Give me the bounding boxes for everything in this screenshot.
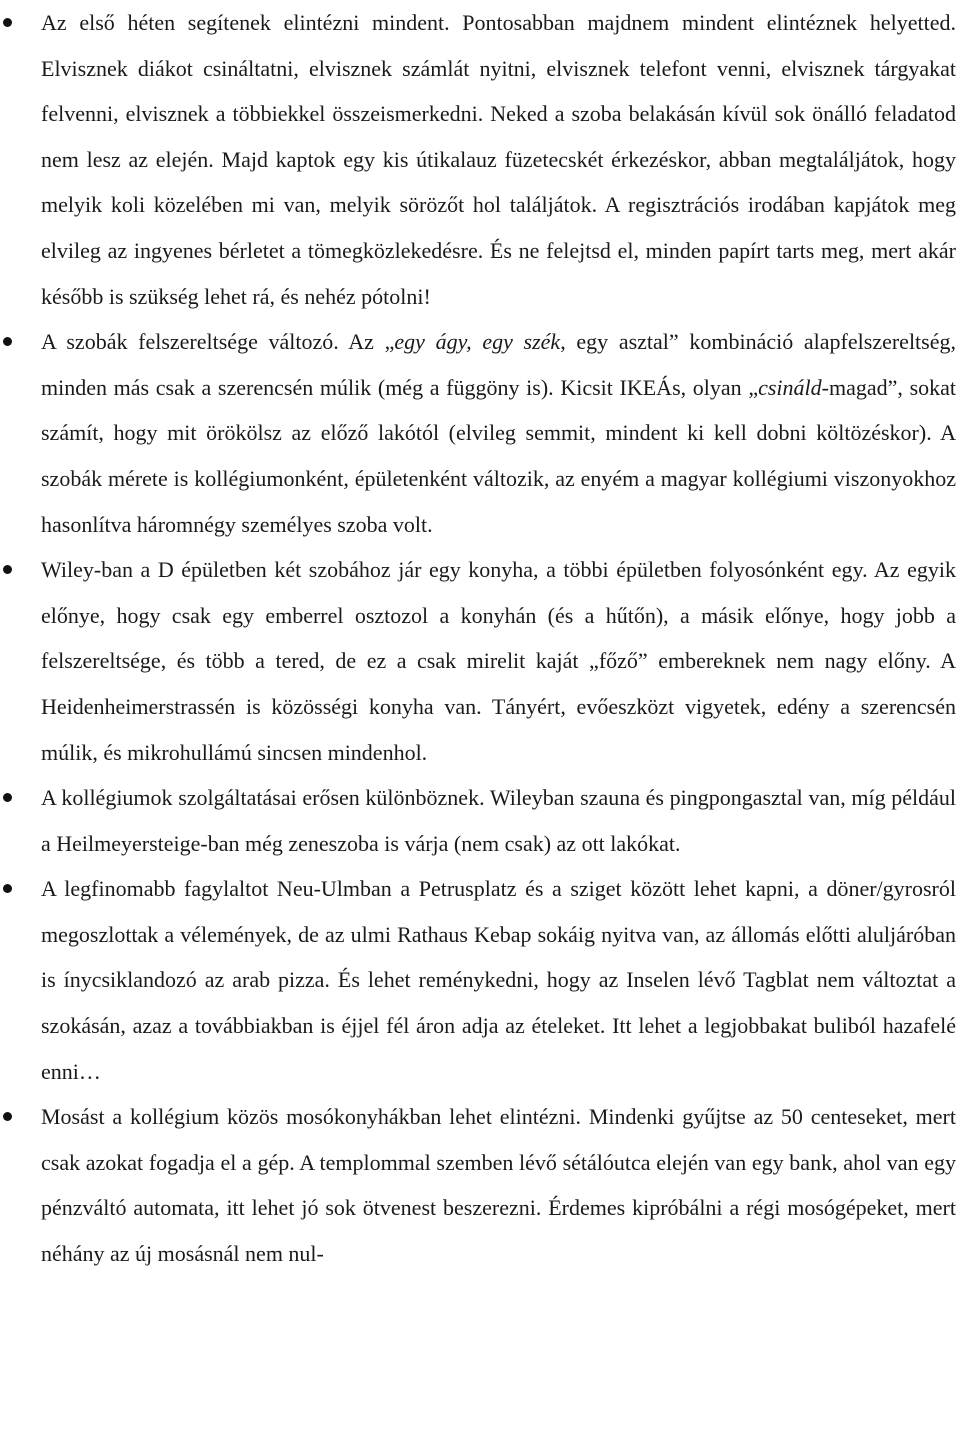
- text-run: A legfinomabb fagylaltot Neu-Ulmban a Petrusplatz és a sziget között lehet kapni, a döner/gyrosról megoszlottak a vélemények, de az ulmi Rathaus Kebap sokáig nyitva van, az állomás előtti aluljáróban is ínycsiklandozó az arab pizza. És lehet reménykedni, hogy az Inselen lévő Tagblat nem változtat a szokásán, azaz a továbbiakban is éjjel fél áron adja az ételeket. Itt lehet a legjobbakat buliból hazafelé enni…: [41, 876, 956, 1084]
- bullet-dot-icon: [3, 18, 12, 27]
- text-run-italic: csináld: [758, 374, 822, 400]
- paragraph-text: [41, 775, 956, 866]
- bullet-item-food: [0, 866, 960, 1094]
- text-run: -magad”, sokat számít, hogy mit örökölsz az előző lakótól (elvileg semmit, mindent ki kell dobni költözéskor). A szobák mérete is kollégiumonként, épületenként változik, az enyém a magyar kollégiumi viszonyokhoz hasonlítva háromnégy személyes szoba volt.: [41, 374, 957, 537]
- text-run: A kollégiumok szolgáltatásai erősen különböznek. Wileyban szauna és pingpongasztal van, míg például a Heilmeyersteige-ban még zeneszoba is várja (nem csak) az ott lakókat.: [41, 785, 956, 856]
- text-run-italic: egy ágy, egy szék: [394, 329, 561, 355]
- bullet-item-rooms: [0, 319, 960, 547]
- bullet-dot-icon: [3, 565, 12, 574]
- text-run: Mosást a kollégium közös mosókonyhákban lehet elintézni. Mindenki gyűjtse az 50 centeseket, mert csak azokat fogadja el a gép. A templommal szemben lévő sétálóutca elején van egy bank, ahol van egy pénzváltó automata, itt lehet jó sok ötvenest beszerezni. Érdemes kipróbálni a régi mosógépeket, mert néhány az új mosásnál nem nul-: [41, 1104, 956, 1267]
- paragraph-text: [41, 1094, 956, 1276]
- bullet-dot-icon: [3, 884, 12, 893]
- paragraph-text: [41, 866, 956, 1094]
- text-run: , egy asztal” kombináció alapfelszereltség, minden más csak a szerencsén múlik (még a függöny is). Kicsit IKEÁs, olyan „: [41, 329, 956, 400]
- bullet-item-first-week: [0, 0, 960, 319]
- paragraph-text: [41, 547, 956, 775]
- bullet-item-services: [0, 775, 960, 866]
- bullet-dot-icon: [3, 1112, 12, 1121]
- paragraph-text: [41, 319, 956, 547]
- bullet-item-kitchen: [0, 547, 960, 775]
- bullet-item-laundry: [0, 1094, 960, 1276]
- bullet-dot-icon: [3, 793, 12, 802]
- text-run: Az első héten segítenek elintézni mindent. Pontosabban majdnem mindent elintéznek helyetted. Elvisznek diákot csináltatni, elvisznek számlát nyitni, elvisznek telefont venni, elvisznek tárgyakat felvenni, elvisznek a többiekkel összeismerkedni. Neked a szoba belakásán kívül sok önálló feladatod nem lesz az elején. Majd kaptok egy kis útikalauz füzetecskét érkezéskor, abban megtaláljátok, hogy melyik koli közelében mi van, melyik sörözőt hol találjátok. A regisztrációs irodában kapjátok meg elvileg az ingyenes bérletet a tömegközlekedésre. És ne felejtsd el, minden papírt tarts meg, mert akár később is szükség lehet rá, és nehéz pótolni!: [41, 10, 956, 309]
- bullet-dot-icon: [3, 337, 12, 346]
- paragraph-text: [41, 0, 956, 319]
- text-run: Wiley-ban a D épületben két szobához jár egy konyha, a többi épületben folyosónként egy. Az egyik előnye, hogy csak egy emberrel osztozol a konyhán (és a hűtőn), a másik előnye, hogy jobb a felszereltsége, és több a tered, de ez a csak mirelit kaját „főző” embereknek nem nagy előny. A Heidenheimerstrassén is közösségi konyha van. Tányért, evőeszközt vigyetek, edény a szerencsén múlik, és mikrohullámú sincsen mindenhol.: [41, 557, 956, 765]
- text-run: A szobák felszereltsége változó. Az „: [41, 329, 395, 355]
